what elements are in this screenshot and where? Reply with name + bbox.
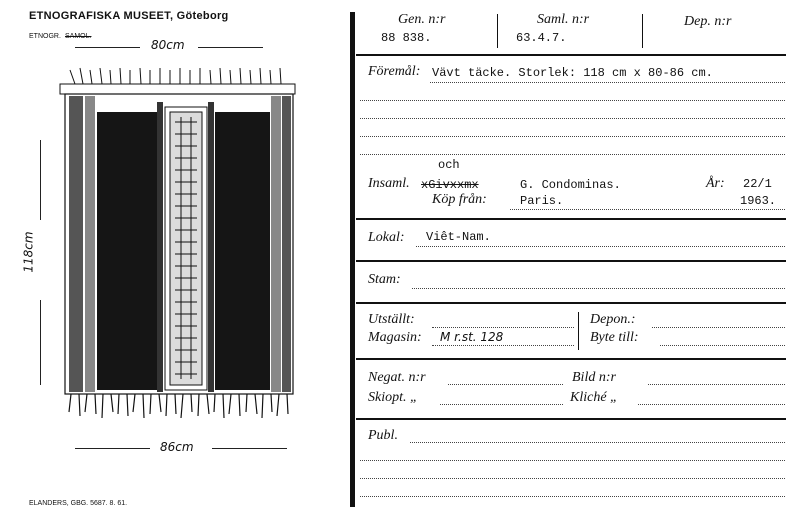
insaml-och: och — [438, 158, 460, 172]
card-left-rule — [350, 12, 355, 507]
museum-title: ETNOGRAFISKA MUSEET, Göteborg — [29, 10, 229, 22]
publ-label: Publ. — [368, 428, 398, 443]
etnogr-label: ETNOGR. — [29, 33, 61, 40]
dim-top-label: 80cm — [151, 38, 185, 52]
ar-label: År: — [706, 176, 725, 191]
lokal-label: Lokal: — [368, 230, 405, 245]
magasin-label: Magasin: — [368, 330, 422, 345]
depon-label: Depon.: — [590, 312, 636, 327]
kliche-label: Kliché „ — [570, 390, 618, 405]
negat-label: Negat. n:r — [368, 370, 426, 385]
foremal-label: Föremål: — [368, 64, 421, 79]
dim-side-label: 118cm — [21, 231, 36, 273]
saml-value: 63.4.7. — [516, 31, 567, 45]
kop-label: Köp från: — [432, 192, 487, 207]
saml-label: Saml. n:r — [537, 12, 590, 27]
foremal-value: Vävt täcke. Storlek: 118 cm x 80-86 cm. — [432, 66, 713, 80]
kop-value: Paris. — [520, 194, 564, 208]
dep-label: Dep. n:r — [684, 14, 732, 29]
lokal-value: Viêt-Nam. — [426, 230, 491, 244]
ar-value: 22/1 — [743, 177, 772, 191]
stam-label: Stam: — [368, 272, 401, 287]
gen-label: Gen. n:r — [398, 12, 446, 27]
insaml-label: Insaml. — [368, 176, 410, 191]
year-value: 1963. — [740, 194, 777, 208]
textile-drawing — [55, 62, 305, 427]
bild-label: Bild n:r — [572, 370, 616, 385]
dim-bottom-label: 86cm — [160, 440, 194, 454]
byte-label: Byte till: — [590, 330, 639, 345]
struck-word: SAMOL. — [65, 33, 92, 40]
insaml-struck: xGivxxmx — [421, 178, 479, 192]
skiopt-label: Skiopt. „ — [368, 390, 418, 405]
utstallt-label: Utställt: — [368, 312, 415, 327]
magasin-value: M r.st. 128 — [440, 330, 504, 344]
gen-value: 88 838. — [381, 31, 432, 45]
insaml-value: G. Condominas. — [520, 178, 621, 192]
printer-imprint: ELANDERS, GBG. 5687. 8. 61. — [29, 500, 128, 507]
